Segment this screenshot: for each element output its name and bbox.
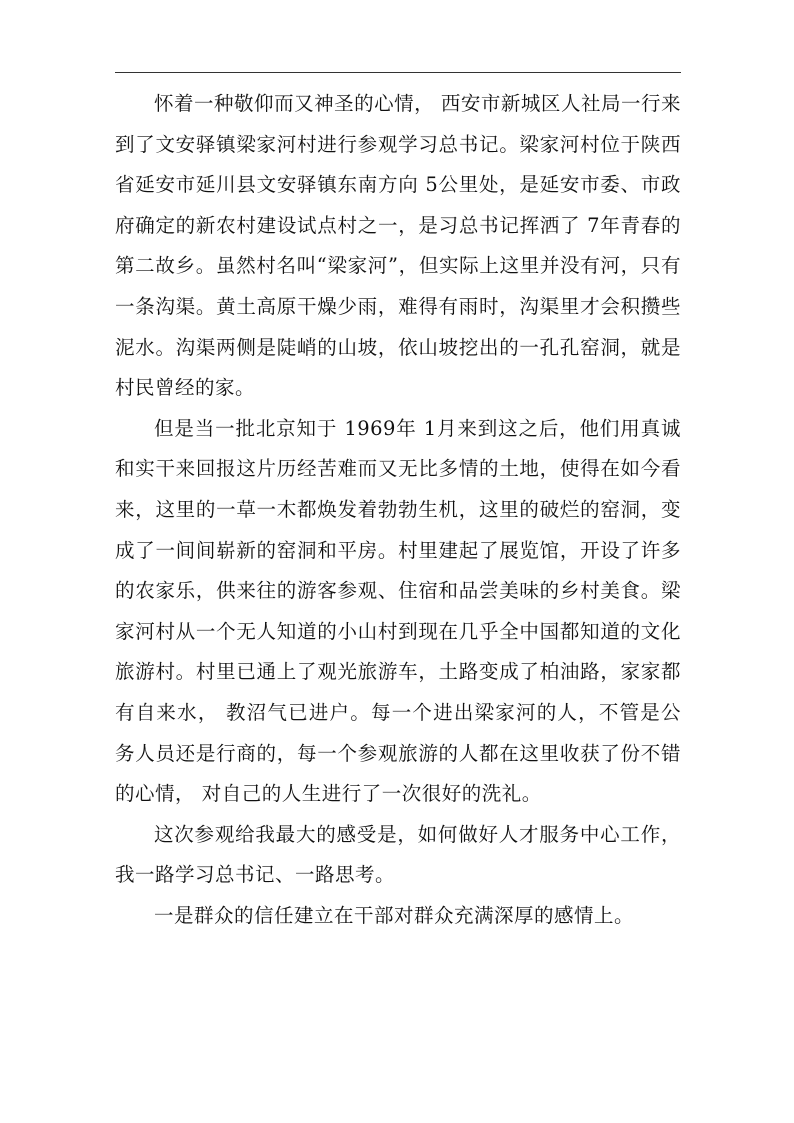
paragraph-3: 这次参观给我最大的感受是，如何做好人才服务中心工作，我一路学习总书记、一路思考。 <box>115 822 681 887</box>
document-body <box>115 84 681 936</box>
paragraph-1: 怀着一种敬仰而又神圣的心情， 西安市新城区人社局一行来到了文安驿镇梁家河村进行参观学习总书记。梁家河村位于陕西省延安市延川县文安驿镇东南方向 5公里处，是延安市委、市政府确定的新农村建设试点村之一，是习总书记挥洒了 7年青春的第二故乡。虽然村名叫“梁家河”，但实际上这里并没有河，只有一条沟渠。黄土高原干燥少雨，难得有雨时，沟渠里才会积攒些泥水。沟渠两侧是陡峭的山坡，依山坡挖出的一孔孔窑洞，就是村民曾经的家。 <box>115 92 681 400</box>
paragraph-2: 但是当一批北京知于 1969年 1月来到这之后，他们用真诚和实干来回报这片历经苦难而又无比多情的土地，使得在如今看来，这里的一草一木都焕发着勃勃生机，这里的破烂的窑洞，变成了一间间崭新的窑洞和平房。村里建起了展览馆，开设了许多的农家乐，供来往的游客参观、住宿和品尝美味的乡村美食。梁家河村从一个无人知道的小山村到现在几乎全中国都知道的文化旅游村。村里已通上了观光旅游车，土路变成了柏油路，家家都有自来水， 教沼气已进户。每一个进出梁家河的人，不管是公务人员还是行商的，每一个参观旅游的人都在这里收获了份不错的心情， 对自己的人生进行了一次很好的洗礼。 <box>115 416 681 806</box>
header-rule <box>115 72 681 73</box>
paragraph-4: 一是群众的信任建立在干部对群众充满深厚的感情上。 <box>154 903 635 927</box>
